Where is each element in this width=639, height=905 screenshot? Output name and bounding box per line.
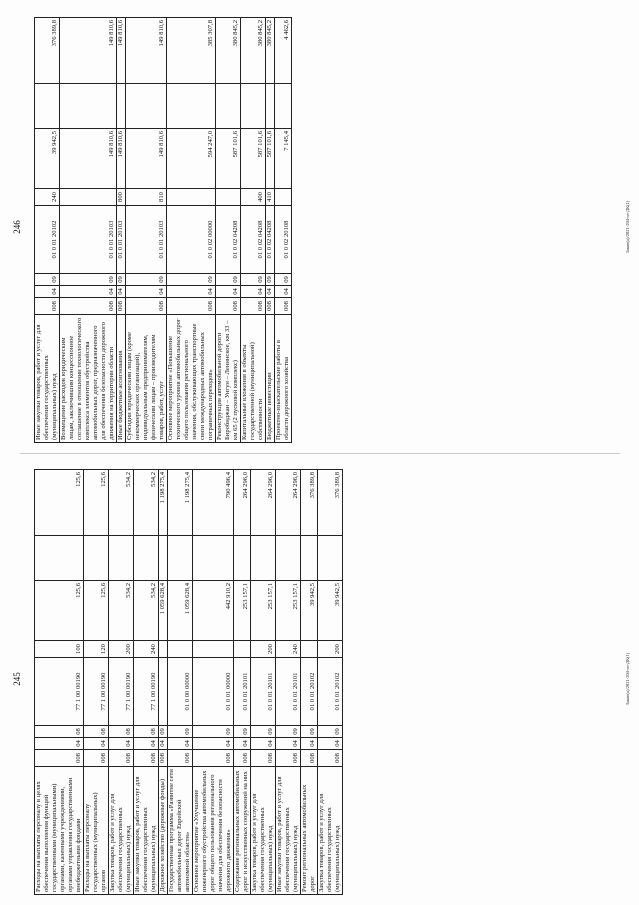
- row-name: Реконструкция автомобильной дороги Биробиджан – Унгун – Ленинское, км 33 – км 65 (2 пусковой комплекс): [216, 315, 241, 443]
- amount-year-1: 587 101,6: [241, 129, 266, 189]
- subsection-code: 09: [234, 726, 251, 738]
- expense-type-code: 240: [134, 641, 159, 658]
- amount-year-2: [126, 84, 167, 129]
- target-article-code: 01 0 02 00000: [167, 206, 216, 274]
- page-246: [0, 1, 639, 453]
- amount-year-3: 385 307,8: [167, 18, 216, 84]
- expense-type-code: 200: [251, 641, 276, 658]
- amount-year-3: 125,6: [84, 470, 109, 536]
- row-name: Основное мероприятие «Улучшение инженерного обустройства автомобильных дорог общего пользования регионального значения для обеспечения безопасности дорожного движения»: [193, 767, 234, 895]
- subsection-code: 08: [109, 726, 134, 738]
- ministry-code: 008: [251, 750, 276, 767]
- amount-year-3: 380 845,2: [266, 18, 275, 84]
- table-row: [234, 470, 251, 895]
- section-code: 04: [84, 738, 109, 750]
- section-code: 04: [266, 286, 275, 298]
- amount-year-2: [234, 536, 251, 581]
- expense-type-code: [168, 641, 193, 658]
- page-divider: [20, 453, 620, 454]
- amount-year-1: 1 059 628,4: [168, 581, 193, 641]
- row-name: Иные закупки товаров, работ и услуг для обеспечения государственных (муниципальных) нужд: [35, 315, 60, 443]
- section-code: 04: [251, 738, 276, 750]
- budget-table: [34, 469, 343, 895]
- subsection-code: 09: [275, 274, 292, 286]
- section-code: 04: [193, 738, 234, 750]
- expense-type-code: [159, 641, 168, 658]
- ministry-code: 008: [216, 298, 241, 315]
- expense-type-code: 100: [35, 641, 84, 658]
- ministry-code: 008: [134, 750, 159, 767]
- amount-year-2: [134, 536, 159, 581]
- target-article-code: 01 0 01 20103: [126, 206, 167, 274]
- table-row: [241, 18, 266, 443]
- section-code: 04: [241, 286, 266, 298]
- subsection-code: 09: [241, 274, 266, 286]
- amount-year-1: 587 101,6: [266, 129, 275, 189]
- ministry-code: 008: [301, 750, 318, 767]
- row-name: Основное мероприятие «Повышение технического уровня автомобильных дорог общего пользования регионального значения, обслуживающих транспортные связи международных автомобильных пограничных переходов»: [167, 315, 216, 443]
- expense-type-code: 800: [117, 189, 126, 206]
- amount-year-2: [117, 84, 126, 129]
- table-row: [134, 470, 159, 895]
- ministry-code: 008: [318, 750, 343, 767]
- subsection-code: 09: [117, 274, 126, 286]
- amount-year-1: 594 247,0: [167, 129, 216, 189]
- amount-year-2: [168, 536, 193, 581]
- table-row: [60, 18, 117, 443]
- target-article-code: 01 0 02 20108: [275, 206, 292, 274]
- target-article-code: 77 1 00 00190: [109, 658, 134, 726]
- amount-year-2: [266, 84, 275, 129]
- section-code: 04: [126, 286, 167, 298]
- expense-type-code: [167, 189, 216, 206]
- ministry-code: 008: [109, 750, 134, 767]
- amount-year-2: [216, 84, 241, 129]
- ministry-code: 008: [167, 298, 216, 315]
- amount-year-2: [193, 536, 234, 581]
- section-code: 04: [167, 286, 216, 298]
- ministry-code: 008: [35, 750, 84, 767]
- target-article-code: 01 0 00 00000: [168, 658, 193, 726]
- section-code: 04: [159, 738, 168, 750]
- expense-type-code: 200: [109, 641, 134, 658]
- table-row: [318, 470, 343, 895]
- target-article-code: 77 1 00 00190: [134, 658, 159, 726]
- expense-type-code: 240: [35, 189, 60, 206]
- section-code: 04: [275, 286, 292, 298]
- expense-type-code: [301, 641, 318, 658]
- ministry-code: 008: [159, 750, 168, 767]
- table-row: [109, 470, 134, 895]
- table-row: [167, 18, 216, 443]
- amount-year-2: [84, 536, 109, 581]
- target-article-code: 01 0 02 04208: [266, 206, 275, 274]
- amount-year-3: 264 296,0: [234, 470, 251, 536]
- section-code: 04: [168, 738, 193, 750]
- table-row: [251, 470, 276, 895]
- table-row: [159, 470, 168, 895]
- amount-year-1: 253 157,1: [234, 581, 251, 641]
- row-name: Расходы на выплаты персоналу в целях обеспечения выполнения функций государственными (муниципальными) органами, казенными учреждениями, органами управления государственными внебюджетными фондами: [35, 767, 84, 895]
- amount-year-1: 39 942,5: [318, 581, 343, 641]
- amount-year-3: 1 198 275,4: [168, 470, 193, 536]
- section-code: 04: [234, 738, 251, 750]
- table-row: [216, 18, 241, 443]
- ministry-code: 008: [276, 750, 301, 767]
- amount-year-3: 4 462,6: [275, 18, 292, 84]
- ministry-code: 008: [275, 298, 292, 315]
- row-name: Иные закупки товаров, работ и услуг для обеспечения государственных (муниципальных) нужд: [276, 767, 301, 895]
- ministry-code: 008: [60, 298, 117, 315]
- amount-year-2: [159, 536, 168, 581]
- subsection-code: 09: [60, 274, 117, 286]
- section-code: 04: [318, 738, 343, 750]
- amount-year-3: 264 296,0: [276, 470, 301, 536]
- expense-type-code: 410: [266, 189, 275, 206]
- expense-type-code: [234, 641, 251, 658]
- subsection-code: 09: [266, 274, 275, 286]
- target-article-code: [159, 658, 168, 726]
- amount-year-2: [275, 84, 292, 129]
- amount-year-2: [109, 536, 134, 581]
- amount-year-3: 534,2: [109, 470, 134, 536]
- table-row: [35, 470, 84, 895]
- target-article-code: 01 0 01 20102: [318, 658, 343, 726]
- amount-year-3: 149 810,6: [117, 18, 126, 84]
- amount-year-3: 534,2: [134, 470, 159, 536]
- row-name: Содержание региональных автомобильных дорог и искусственных сооружений на них: [234, 767, 251, 895]
- section-code: 04: [301, 738, 318, 750]
- amount-year-3: 1 198 275,4: [159, 470, 168, 536]
- subsection-code: 09: [35, 274, 60, 286]
- subsection-code: 09: [167, 274, 216, 286]
- table-row: [301, 470, 318, 895]
- section-code: 04: [117, 286, 126, 298]
- subsection-code: 09: [301, 726, 318, 738]
- footer-code: Закон(а)/2021-204-оз-ДК(1): [625, 200, 630, 254]
- subsection-code: 09: [193, 726, 234, 738]
- expense-type-code: [275, 189, 292, 206]
- subsection-code: 09: [251, 726, 276, 738]
- amount-year-3: 790 496,4: [193, 470, 234, 536]
- amount-year-3: 149 810,6: [126, 18, 167, 84]
- expense-type-code: 240: [276, 641, 301, 658]
- table-row: [168, 470, 193, 895]
- row-name: Капитальные вложения в объекты государственной (муниципальной) собственности: [241, 315, 266, 443]
- subsection-code: 09: [318, 726, 343, 738]
- row-name: Закупка товаров, работ и услуг для обеспечения государственных (муниципальных) нужд: [109, 767, 134, 895]
- amount-year-1: 39 942,5: [35, 129, 60, 189]
- section-code: 04: [216, 286, 241, 298]
- target-article-code: 01 0 02 04208: [216, 206, 241, 274]
- section-code: 04: [60, 286, 117, 298]
- amount-year-1: 1 059 628,4: [159, 581, 168, 641]
- expense-type-code: [193, 641, 234, 658]
- section-code: 04: [109, 738, 134, 750]
- subsection-code: 09: [126, 274, 167, 286]
- table-row: [84, 470, 109, 895]
- amount-year-2: [60, 84, 117, 129]
- ministry-code: 008: [126, 298, 167, 315]
- amount-year-1: 587 101,6: [216, 129, 241, 189]
- expense-type-code: 120: [84, 641, 109, 658]
- target-article-code: 01 0 01 20101: [251, 658, 276, 726]
- amount-year-1: 149 810,6: [126, 129, 167, 189]
- amount-year-3: 380 845,2: [216, 18, 241, 84]
- subsection-code: 08: [35, 726, 84, 738]
- ministry-code: 008: [193, 750, 234, 767]
- row-name: Иные закупки товаров, работ и услуг для обеспечения государственных (муниципальных) нужд: [134, 767, 159, 895]
- amount-year-2: [318, 536, 343, 581]
- amount-year-2: [241, 84, 266, 129]
- amount-year-3: 149 810,6: [60, 18, 117, 84]
- amount-year-1: 125,6: [35, 581, 84, 641]
- amount-year-1: 149 810,6: [117, 129, 126, 189]
- page-number: 246: [12, 220, 22, 234]
- amount-year-2: [301, 536, 318, 581]
- subsection-code: 08: [84, 726, 109, 738]
- section-code: 04: [276, 738, 301, 750]
- amount-year-1: 125,6: [84, 581, 109, 641]
- page-number: 245: [12, 672, 22, 686]
- amount-year-1: 534,2: [109, 581, 134, 641]
- row-name: Субсидии юридическим лицам (кроме некоммерческих организаций), индивидуальным предпринимателям, физическим лицам – производителям товаров, работ, услуг: [126, 315, 167, 443]
- section-code: 04: [35, 286, 60, 298]
- target-article-code: 01 0 01 20103: [60, 206, 117, 274]
- table-row: [117, 18, 126, 443]
- subsection-code: 08: [134, 726, 159, 738]
- amount-year-2: [167, 84, 216, 129]
- footer-code: Закон(а)/2021-204-оз-ДК(1): [625, 652, 630, 706]
- ministry-code: 008: [35, 298, 60, 315]
- amount-year-1: 253 157,1: [276, 581, 301, 641]
- expense-type-code: [216, 189, 241, 206]
- target-article-code: 01 0 02 04208: [241, 206, 266, 274]
- amount-year-2: [276, 536, 301, 581]
- table-row: [276, 470, 301, 895]
- amount-year-2: [35, 84, 60, 129]
- amount-year-1: 253 157,1: [251, 581, 276, 641]
- ministry-code: 008: [241, 298, 266, 315]
- table-row: [193, 470, 234, 895]
- expense-type-code: [60, 189, 117, 206]
- row-name: Ремонт региональных автомобильных дорог: [301, 767, 318, 895]
- target-article-code: 01 0 01 20101: [276, 658, 301, 726]
- section-code: 04: [35, 738, 84, 750]
- expense-type-code: 810: [126, 189, 167, 206]
- amount-year-3: 376 389,8: [301, 470, 318, 536]
- page-245: [0, 453, 639, 905]
- subsection-code: 09: [216, 274, 241, 286]
- amount-year-3: 380 845,2: [241, 18, 266, 84]
- amount-year-3: 376 389,8: [35, 18, 60, 84]
- row-name: Иные бюджетные ассигнования: [117, 315, 126, 443]
- section-code: 04: [134, 738, 159, 750]
- amount-year-3: 264 296,0: [251, 470, 276, 536]
- amount-year-1: 7 145,4: [275, 129, 292, 189]
- target-article-code: 01 0 01 20101: [234, 658, 251, 726]
- ministry-code: 008: [84, 750, 109, 767]
- table-row: [266, 18, 275, 443]
- row-name: Расходы на выплаты персоналу государственных (муниципальных) органов: [84, 767, 109, 895]
- target-article-code: 01 0 01 20103: [117, 206, 126, 274]
- target-article-code: 01 0 01 00000: [193, 658, 234, 726]
- row-name: Закупка товаров, работ и услуг для обеспечения государственных (муниципальных) нужд: [251, 767, 276, 895]
- ministry-code: 008: [234, 750, 251, 767]
- amount-year-2: [251, 536, 276, 581]
- subsection-code: 09: [276, 726, 301, 738]
- row-name: Закупка товаров, работ и услуг для обеспечения государственных (муниципальных) нужд: [318, 767, 343, 895]
- subsection-code: 09: [168, 726, 193, 738]
- subsection-code: 09: [159, 726, 168, 738]
- target-article-code: 77 1 00 00190: [35, 658, 84, 726]
- row-name: Дорожное хозяйство (дорожные фонды): [159, 767, 168, 895]
- budget-table: [34, 17, 292, 443]
- expense-type-code: 400: [241, 189, 266, 206]
- ministry-code: 008: [117, 298, 126, 315]
- amount-year-1: 39 942,5: [301, 581, 318, 641]
- row-name: Возмещение расходов юридическим лицам, заключившим концессионное соглашение в отношении технологического комплекса элементов обустройства автомобильных дорог, предназначенного для обеспечения безопасности дорожного движения на территории области: [60, 315, 117, 443]
- table-row: [35, 18, 60, 443]
- row-name: Государственная программа «Развитие сети автомобильных дорог Еврейской автономной области»: [168, 767, 193, 895]
- amount-year-3: 125,6: [35, 470, 84, 536]
- table-row: [275, 18, 292, 443]
- amount-year-2: [35, 536, 84, 581]
- row-name: Бюджетные инвестиции: [266, 315, 275, 443]
- ministry-code: 008: [266, 298, 275, 315]
- target-article-code: 01 0 01 20102: [301, 658, 318, 726]
- expense-type-code: 200: [318, 641, 343, 658]
- amount-year-3: 376 389,8: [318, 470, 343, 536]
- target-article-code: 77 1 00 00190: [84, 658, 109, 726]
- target-article-code: 01 0 01 20102: [35, 206, 60, 274]
- table-row: [126, 18, 167, 443]
- row-name: Проектно-изыскательские работы в области дорожного хозяйства: [275, 315, 292, 443]
- amount-year-1: 442 910,2: [193, 581, 234, 641]
- ministry-code: 008: [168, 750, 193, 767]
- amount-year-1: 149 810,6: [60, 129, 117, 189]
- amount-year-1: 534,2: [134, 581, 159, 641]
